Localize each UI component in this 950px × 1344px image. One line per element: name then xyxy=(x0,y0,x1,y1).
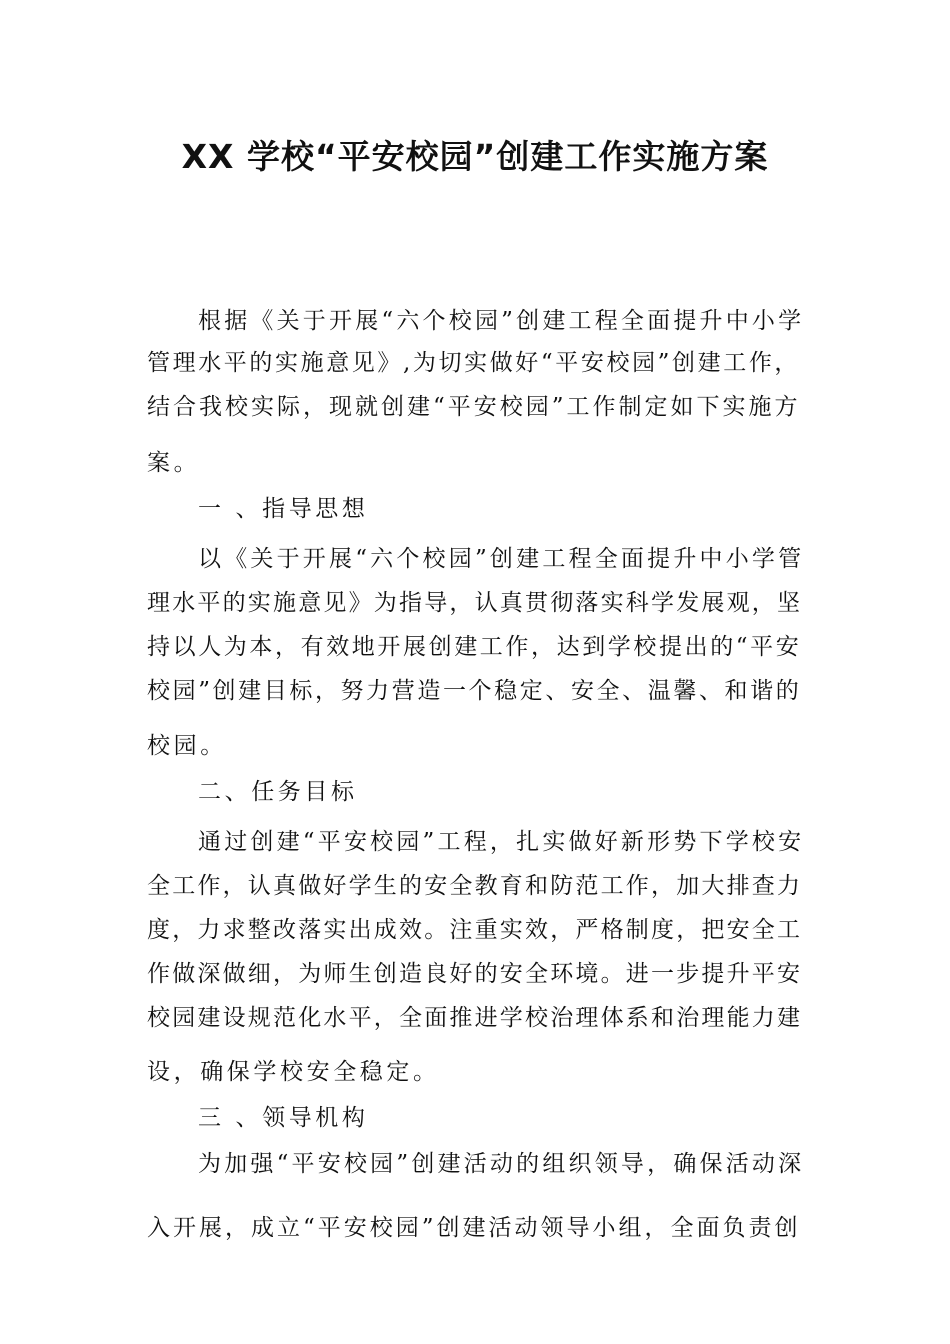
section-3-heading: 三 、领导机构 xyxy=(198,1105,369,1131)
intro-line-3: 结合我校实际，现就创建“平安校园”工作制定如下实施方 xyxy=(147,394,801,420)
section-1-line-5: 校园。 xyxy=(147,733,227,759)
intro-line-1: 根据《关于开展“六个校园”创建工程全面提升中小学 xyxy=(198,308,805,334)
section-2-line-1: 通过创建“平安校园”工程，扎实做好新形势下学校安 xyxy=(198,829,805,855)
intro-line-2: 管理水平的实施意见》,为切实做好“平安校园”创建工作， xyxy=(147,350,801,376)
section-1-line-2: 理水平的实施意见》为指导，认真贯彻落实科学发展观，坚 xyxy=(147,590,803,616)
document-title: XX 学校“平安校园”创建工作实施方案 xyxy=(181,137,769,176)
section-1-line-3: 持以人为本，有效地开展创建工作，达到学校提出的“平安 xyxy=(147,634,802,660)
section-2-line-6: 设，确保学校安全稳定。 xyxy=(147,1059,440,1085)
section-2-line-2: 全工作，认真做好学生的安全教育和防范工作，加大排查力 xyxy=(147,873,803,899)
section-2-line-3: 度，力求整改落实出成效。注重实效，严格制度，把安全工 xyxy=(147,917,803,943)
intro-line-4: 案。 xyxy=(147,450,201,476)
section-2-heading: 二、任务目标 xyxy=(198,779,358,805)
section-1-line-4: 校园”创建目标，努力营造一个稳定、安全、温馨、和谐的 xyxy=(147,678,802,704)
section-2-line-4: 作做深做细，为师生创造良好的安全环境。进一步提升平安 xyxy=(147,961,803,987)
section-3-line-2: 入开展，成立“平安校园”创建活动领导小组，全面负责创 xyxy=(147,1215,801,1241)
section-1-heading: 一 、指导思想 xyxy=(198,496,369,522)
section-3-line-1: 为加强“平安校园”创建活动的组织领导，确保活动深 xyxy=(198,1151,805,1177)
section-2-line-5: 校园建设规范化水平，全面推进学校治理体系和治理能力建 xyxy=(147,1005,803,1031)
section-1-line-1: 以《关于开展“六个校园”创建工程全面提升中小学管 xyxy=(198,546,805,572)
